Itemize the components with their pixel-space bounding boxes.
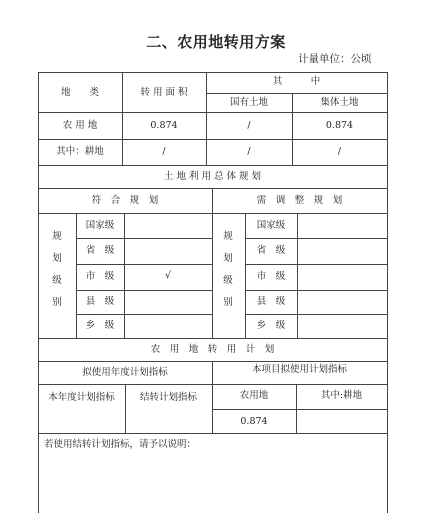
convert-area-header: 转 用 面 积 [140,87,188,98]
conform-plan-header: 符 合 规 划 [91,195,159,206]
level-city-right: 市 级 [256,271,286,282]
plan-level-vertical-right: 规 划 级 别 [223,231,233,308]
level-city-left: 市 级 [85,271,115,282]
plan-section-title: 土 地 利 用 总 体 规 划 [163,171,262,182]
state-land-header: 国有土地 [229,97,268,108]
land-type-header: 地 类 [60,87,99,98]
row-cultivated-collective: / [337,146,342,157]
plan-level-vertical-left: 规 划 级 别 [52,231,62,308]
level-province-left: 省 级 [85,245,115,256]
level-township-right: 乡 级 [256,320,286,331]
cultivated-header: 其中:耕地 [320,390,363,401]
project-indicator-header: 本项目拟使用计划指标 [251,364,347,375]
footer-note: 若使用结转计划指标，请予以说明： [44,439,197,450]
proposed-year-indicator-header: 拟使用年度计划指标 [82,367,168,378]
adjust-plan-header: 需 调 整 规 划 [256,195,343,206]
level-county-right: 县 级 [256,296,286,307]
conversion-section-title: 农 用 地 转 用 计 划 [150,344,275,355]
level-township-left: 乡 级 [85,320,115,331]
collective-land-header: 集体土地 [320,97,359,108]
row-cultivated-area: / [162,146,166,157]
conform-mark-city: √ [164,270,172,281]
page-title: 二、农用地转用方案 [146,33,286,51]
farmland-value: 0.874 [240,416,268,427]
level-county-left: 县 级 [85,296,115,307]
row-farmland-collective: 0.874 [325,120,354,131]
row-farmland-area: 0.874 [150,120,178,131]
level-province-right: 省 级 [256,245,286,256]
farmland-header: 农用地 [239,390,269,401]
row-farmland-state: / [247,120,251,131]
row-cultivated-state: / [247,146,251,157]
carryover-indicator-header: 结转计划指标 [139,392,197,403]
level-national-right: 国家级 [256,220,286,231]
row-cultivated-label: 其中：耕地 [56,146,104,157]
unit-label: 计量单位：公顷 [298,53,372,65]
of-which-header: 其 中 [272,76,321,87]
level-national-left: 国家级 [85,220,115,231]
current-year-indicator-header: 本年度计划指标 [48,392,115,403]
row-farmland-label: 农 用 地 [62,120,98,131]
